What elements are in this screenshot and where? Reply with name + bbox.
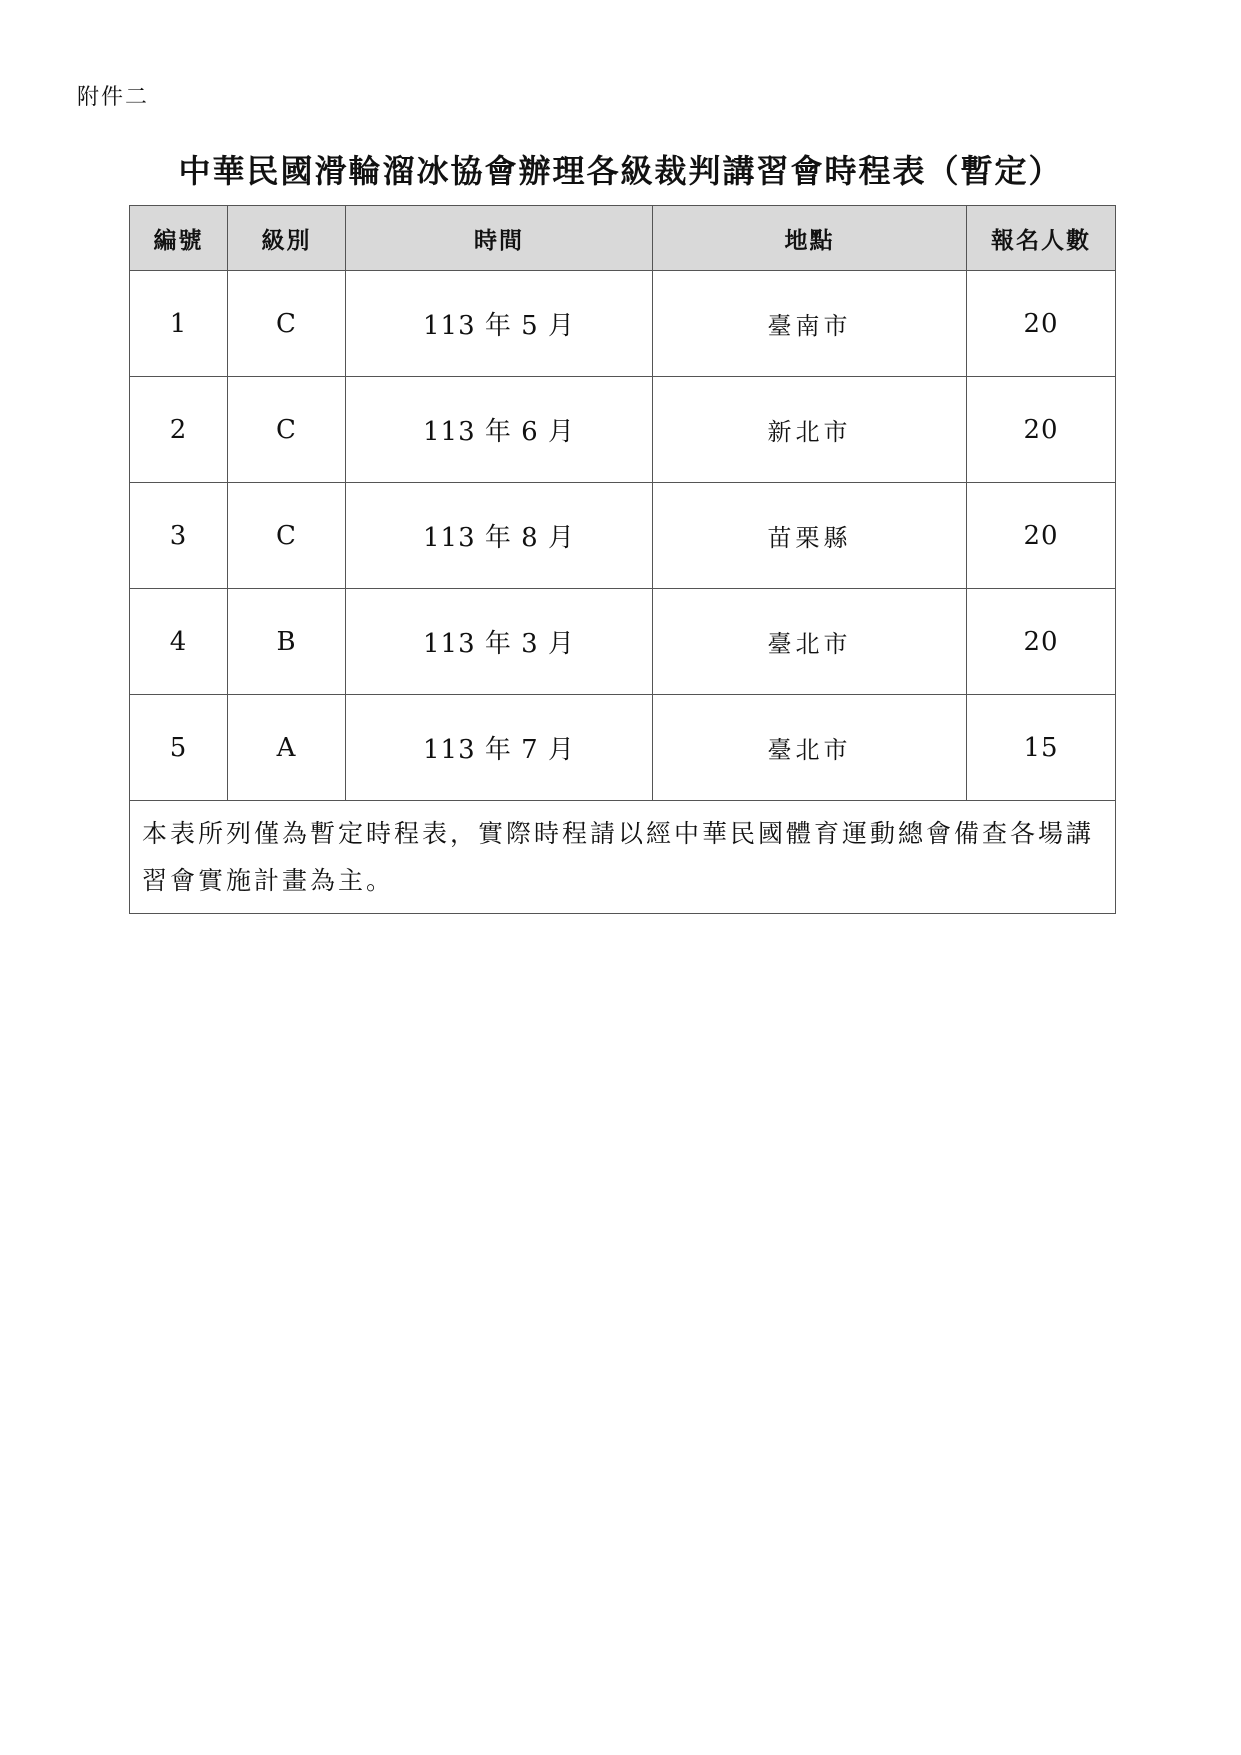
table-row (130, 589, 1116, 695)
header-number: 編號 (130, 206, 228, 271)
attachment-label: 附件二 (77, 85, 150, 110)
cell-level: A (228, 695, 346, 801)
cell-number: 3 (130, 483, 228, 589)
cell-count: 20 (967, 271, 1116, 377)
table-row (130, 377, 1116, 483)
cell-place: 臺南市 (653, 271, 967, 377)
cell-count: 15 (967, 695, 1116, 801)
page-title: 中華民國滑輪溜冰協會辦理各級裁判講習會時程表（暫定） (178, 152, 1063, 190)
schedule-table (129, 205, 1116, 914)
cell-level: C (228, 483, 346, 589)
cell-level: C (228, 271, 346, 377)
cell-time: 113 年 8 月 (346, 483, 653, 589)
header-place: 地點 (653, 206, 967, 271)
cell-time: 113 年 5 月 (346, 271, 653, 377)
cell-place: 臺北市 (653, 589, 967, 695)
header-count: 報名人數 (967, 206, 1116, 271)
table-row (130, 271, 1116, 377)
cell-level: B (228, 589, 346, 695)
header-time: 時間 (346, 206, 653, 271)
cell-time: 113 年 6 月 (346, 377, 653, 483)
cell-number: 2 (130, 377, 228, 483)
cell-place: 臺北市 (653, 695, 967, 801)
cell-number: 1 (130, 271, 228, 377)
cell-level: C (228, 377, 346, 483)
cell-number: 4 (130, 589, 228, 695)
table-note: 本表所列僅為暫定時程表，實際時程請以經中華民國體育運動總會備查各場講習會實施計畫為主。 (130, 801, 1116, 914)
cell-place: 苗栗縣 (653, 483, 967, 589)
cell-time: 113 年 7 月 (346, 695, 653, 801)
cell-number: 5 (130, 695, 228, 801)
cell-count: 20 (967, 483, 1116, 589)
cell-place: 新北市 (653, 377, 967, 483)
table-row (130, 695, 1116, 801)
table-row (130, 483, 1116, 589)
table-note-row (130, 801, 1116, 914)
header-level: 級別 (228, 206, 346, 271)
cell-time: 113 年 3 月 (346, 589, 653, 695)
cell-count: 20 (967, 377, 1116, 483)
cell-count: 20 (967, 589, 1116, 695)
table-header-row (130, 206, 1116, 271)
